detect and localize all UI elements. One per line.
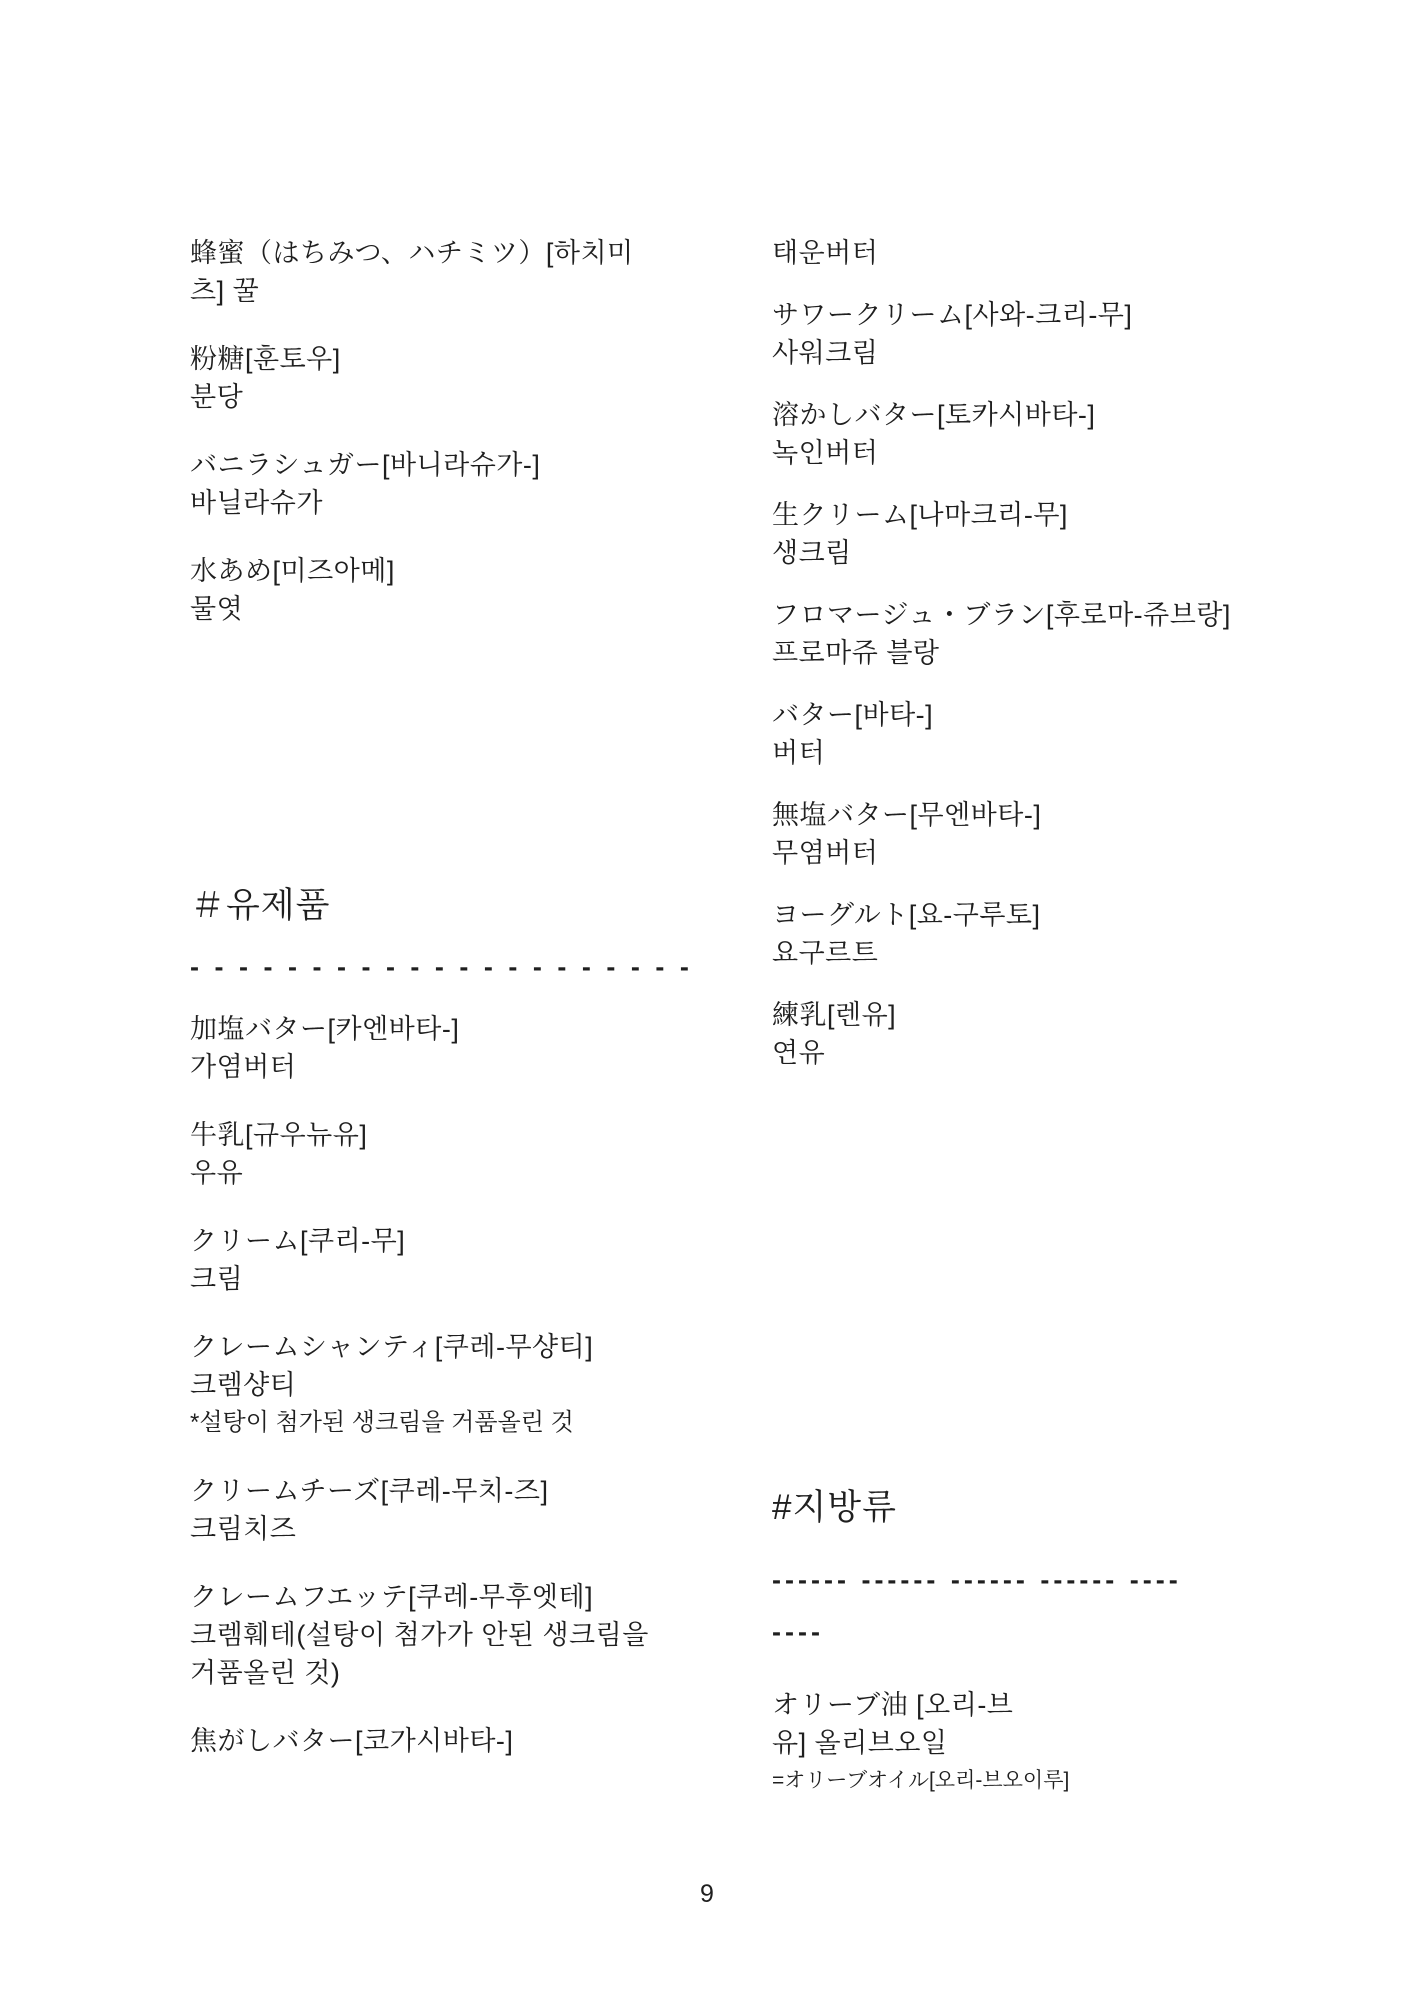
entry-line: バニラシュガー[바니라슈가-]: [190, 450, 541, 480]
entry-line: 크림치즈: [190, 1514, 297, 1544]
glossary-entry: [772, 1686, 1222, 1800]
right-column-top-entries: [772, 234, 1231, 1096]
glossary-entry: [190, 1010, 710, 1086]
entry-line: 바닐라슈가: [190, 488, 323, 518]
entry-line: 無塩バター[무엔바타-]: [772, 800, 1042, 830]
page-number: 9: [700, 1880, 714, 1908]
glossary-entry: [190, 1328, 710, 1442]
divider-line: ----: [772, 1617, 824, 1647]
glossary-entry: [190, 340, 710, 416]
glossary-entry: [190, 1222, 710, 1298]
entry-line: 우유: [190, 1158, 244, 1188]
right-column-fats-entries: [772, 1686, 1222, 1800]
glossary-entry: [190, 1472, 710, 1548]
glossary-entry: [190, 1116, 710, 1192]
glossary-entry: [772, 696, 1222, 772]
entry-line: 유] 올리브오일: [772, 1728, 948, 1758]
glossary-entry: [772, 996, 1222, 1072]
left-column-dairy-section: [190, 878, 710, 1790]
section-title-fats: #지방류: [772, 1488, 897, 1527]
glossary-entry: [772, 596, 1231, 672]
entry-line: 溶かしバター[토카시바타-]: [772, 400, 1096, 430]
entry-line: 크렘훼테(설탕이 첨가가 안된 생크림을: [190, 1620, 649, 1650]
glossary-entry: [190, 552, 710, 628]
glossary-entry: [190, 1722, 710, 1760]
glossary-entry: [772, 896, 1222, 972]
entry-line: クリームチーズ[쿠레-무치-즈]: [190, 1476, 549, 1506]
section-title-dairy: ＃유제품: [190, 886, 331, 925]
entry-line: 가염버터: [190, 1052, 297, 1082]
entry-line: 츠] 꿀: [190, 276, 260, 306]
entry-line: 크렘샹티: [190, 1370, 297, 1400]
entry-line: 水あめ[미즈아메]: [190, 556, 395, 586]
entry-line: 태운버터: [772, 238, 879, 268]
entry-note: *설탕이 첨가된 생크림을 거품올린 것: [190, 1409, 574, 1436]
entry-line: 거품올린 것): [190, 1658, 341, 1688]
glossary-entry: [772, 496, 1222, 572]
entry-line: 무염버터: [772, 838, 879, 868]
section-divider-dashed: [772, 1554, 1222, 1658]
glossary-entry: [772, 796, 1222, 872]
entry-line: 생크림: [772, 538, 852, 568]
entry-line: ヨーグルト[요-구루토]: [772, 900, 1041, 930]
divider-line: ------ ------ ------ ------ ----: [772, 1565, 1182, 1595]
left-column-top-entries: [190, 234, 710, 658]
entry-line: 물엿: [190, 594, 244, 624]
entry-line: 분당: [190, 382, 244, 412]
glossary-entry: [772, 296, 1222, 372]
entry-line: 生クリーム[나마크리-무]: [772, 500, 1068, 530]
entry-line: 버터: [772, 738, 826, 768]
glossary-entry: [190, 234, 710, 310]
entry-line: クレームシャンティ[쿠레-무샹티]: [190, 1332, 594, 1362]
entry-line: 焦がしバター[코가시바타-]: [190, 1726, 514, 1756]
entry-line: 練乳[렌유]: [772, 1000, 897, 1030]
entry-line: フロマージュ・ブラン[후로마-쥬브랑]: [772, 600, 1231, 630]
entry-line: 프로마쥬 블랑: [772, 638, 940, 668]
glossary-entry: [772, 396, 1222, 472]
entry-line: 크림: [190, 1264, 244, 1294]
entry-line: バター[바타-]: [772, 700, 934, 730]
entry-note: =オリーブオイル[오리-브오이루]: [772, 1769, 1070, 1792]
entry-line: 연유: [772, 1038, 826, 1068]
entry-line: 사워크림: [772, 338, 879, 368]
right-column-fats-section: [772, 1480, 1222, 1830]
glossary-entry: [190, 446, 710, 522]
entry-line: 加塩バター[카엔바타-]: [190, 1014, 460, 1044]
entry-line: クレームフエッテ[쿠레-무후엣테]: [190, 1582, 594, 1612]
entry-line: 粉糖[훈토우]: [190, 344, 341, 374]
entry-line: 蜂蜜（はちみつ、ハチミツ）[하치미: [190, 238, 634, 268]
left-column-dairy-entries: [190, 1010, 710, 1760]
entry-line: 녹인버터: [772, 438, 879, 468]
entry-line: サワークリーム[사와-크리-무]: [772, 300, 1133, 330]
section-divider-dashed: - - - - - - - - - - - - - - - - - - - - -: [190, 952, 693, 982]
entry-line: オリーブ油 [오리-브: [772, 1690, 1014, 1720]
entry-line: 요구르트: [772, 938, 879, 968]
glossary-entry: [190, 1578, 710, 1692]
entry-line: クリーム[쿠리-무]: [190, 1226, 406, 1256]
glossary-entry: [772, 234, 1222, 272]
entry-line: 牛乳[규우뉴유]: [190, 1120, 368, 1150]
